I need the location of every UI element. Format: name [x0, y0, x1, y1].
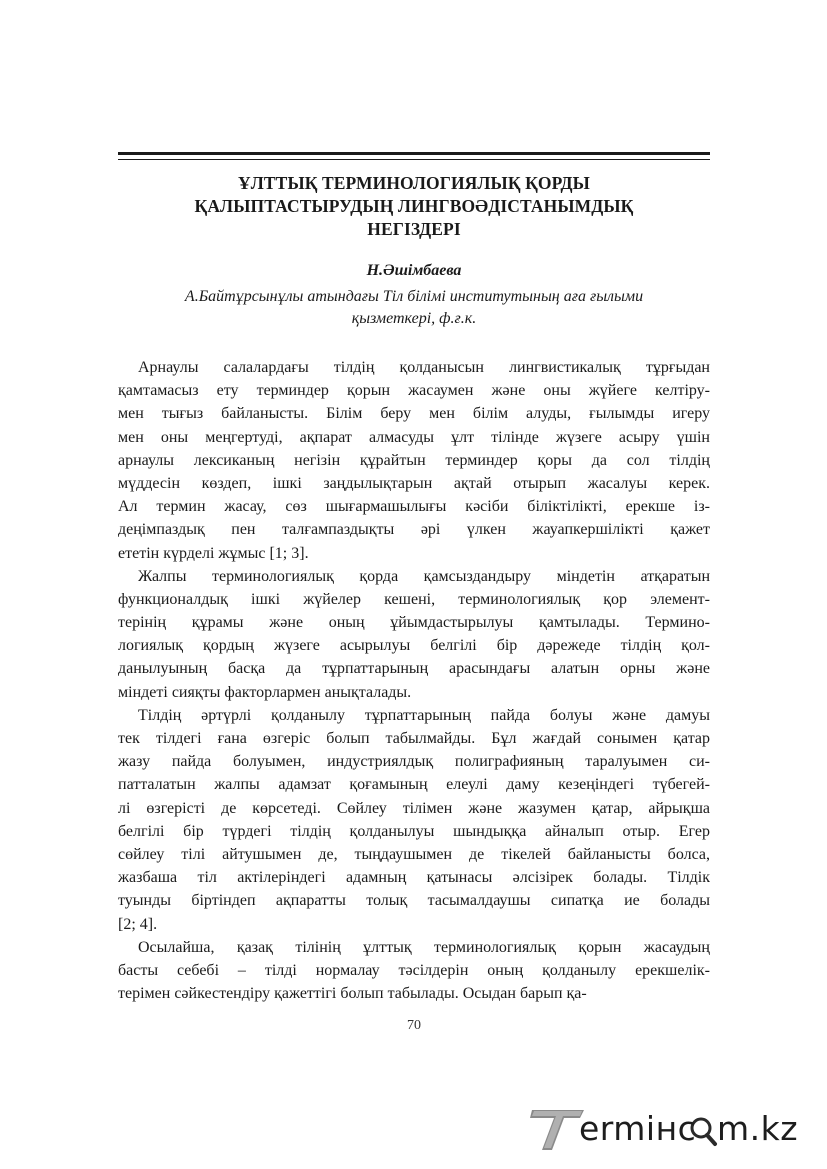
text-line: міндеті сияқты факторлармен анықталады.: [118, 683, 412, 701]
logo-text: [579, 1109, 798, 1148]
text-line: туынды біртіндеп ақпаратты толық тасымалдаушы сипатқа ие болады: [118, 892, 710, 910]
text-line: мен тығыз байланысты. Білім беру мен білім алуды, ғылымды игеру: [118, 405, 710, 423]
logo-text-prefix: ermінc: [579, 1109, 697, 1148]
termincom-logo[interactable]: [530, 1102, 820, 1152]
article-title: [118, 172, 710, 241]
paragraph: [118, 704, 710, 936]
author-affiliation: [118, 286, 710, 330]
text-line: басты себебі – тілді нормалау тәсілдерін оның қолданылу ерекшелік-: [118, 961, 710, 979]
article-body: [118, 356, 710, 1005]
text-line: сөйлеу тілі айтушымен де, тыңдаушымен де тікелей байланысты болса,: [118, 845, 710, 863]
paragraph: [118, 356, 710, 565]
text-line: ететін күрделі жұмыс [1; 3].: [118, 544, 309, 562]
paragraph: [118, 565, 710, 704]
text-line: функционалдық ішкі жүйелер кешені, терминологиялық қор элемент-: [118, 590, 710, 608]
text-line: Осылайша, қазақ тілінің ұлттық терминологиялық қорын жасаудың: [138, 938, 710, 956]
text-line: лі өзгерісті де көрсетеді. Сөйлеу тілімен және жазумен қатар, айрықша: [118, 799, 710, 817]
text-line: мүддесін көздеп, ішкі заңдылықтарын ақтай отырып жасалуы керек.: [118, 474, 710, 492]
text-line: мен оны меңгертуді, ақпарат алмасуды ұлт тілінде жүзеге асыру үшін: [118, 428, 710, 446]
title-line: НЕГІЗДЕРІ: [367, 219, 461, 239]
text-line: данылуының басқа да тұрпаттарының арасындағы алатын орны және: [118, 660, 710, 678]
text-line: деңімпаздық пен талғампаздықты әрі үлкен жауапкершілікті қажет: [118, 521, 710, 539]
text-line: тек тілдегі ғана өзгеріс болып табылмайды. Бұл жағдай сонымен қатар: [118, 730, 710, 747]
paragraph: [118, 936, 710, 1006]
text-line: белгілі бір түрдегі тілдің қолданылуы шындыққа айналып отыр. Егер: [118, 822, 710, 840]
header-rule-thick: [118, 152, 710, 155]
affiliation-line: қызметкері, ф.ғ.к.: [351, 310, 477, 327]
text-line: жазу пайда болуымен, индустриялдық полиграфияның таралуымен си-: [118, 753, 710, 771]
affiliation-line: А.Байтұрсынұлы атындағы Тіл білімі институтының аға ғылыми: [184, 288, 644, 305]
text-line: логиялық қордың жүзеге асырылуы белгілі бір дәрежеде тілдің қол-: [118, 637, 710, 655]
text-line: Жалпы терминологиялық қорда қамсыздандыру міндетін атқаратын: [138, 567, 710, 585]
text-line: Ал термин жасау, сөз шығармашылығы кәсіби біліктілікті, ерекше із-: [118, 498, 710, 516]
text-line: [2; 4].: [118, 915, 158, 933]
text-line: терімен сәйкестендіру қажеттігі болып табылады. Осыдан барып қа-: [118, 985, 587, 1003]
text-line: қамтамасыз ету терминдер қорын жасаумен және оны жүйеге келтіру-: [118, 382, 710, 400]
text-line: жазбаша тіл актілеріндегі адамның қатынасы әлсізірек болады. Тілдік: [118, 869, 710, 887]
text-line: патталатын жалпы адамзат қоғамының елеулі даму кезеңіндегі түбегей-: [118, 776, 710, 794]
text-line: Тілдің әртүрлі қолданылу тұрпаттарының пайда болуы және дамуы: [138, 706, 710, 724]
author-name: Н.Әшімбаева: [366, 262, 462, 279]
header-rule-thin: [118, 159, 710, 160]
text-line: Арнаулы салалардағы тілдің қолданысын лингвистикалық тұрғыдан: [138, 359, 710, 376]
page-number: 70: [407, 1018, 421, 1033]
text-line: арнаулы лексиканың негізін құрайтын терминдер қоры да сол тілдің: [118, 451, 710, 469]
logo-text-suffix: m.kz: [717, 1109, 799, 1148]
text-line: терінің құрамы және оның ұйымдастырылуы қамтылады. Термино-: [118, 614, 710, 632]
title-line: ҰЛТТЫҚ ТЕРМИНОЛОГИЯЛЫҚ ҚОРДЫ: [238, 173, 590, 193]
title-line: ҚАЛЫПТАСТЫРУДЫҢ ЛИНГВОӘДІСТАНЫМДЫҚ: [194, 196, 634, 216]
